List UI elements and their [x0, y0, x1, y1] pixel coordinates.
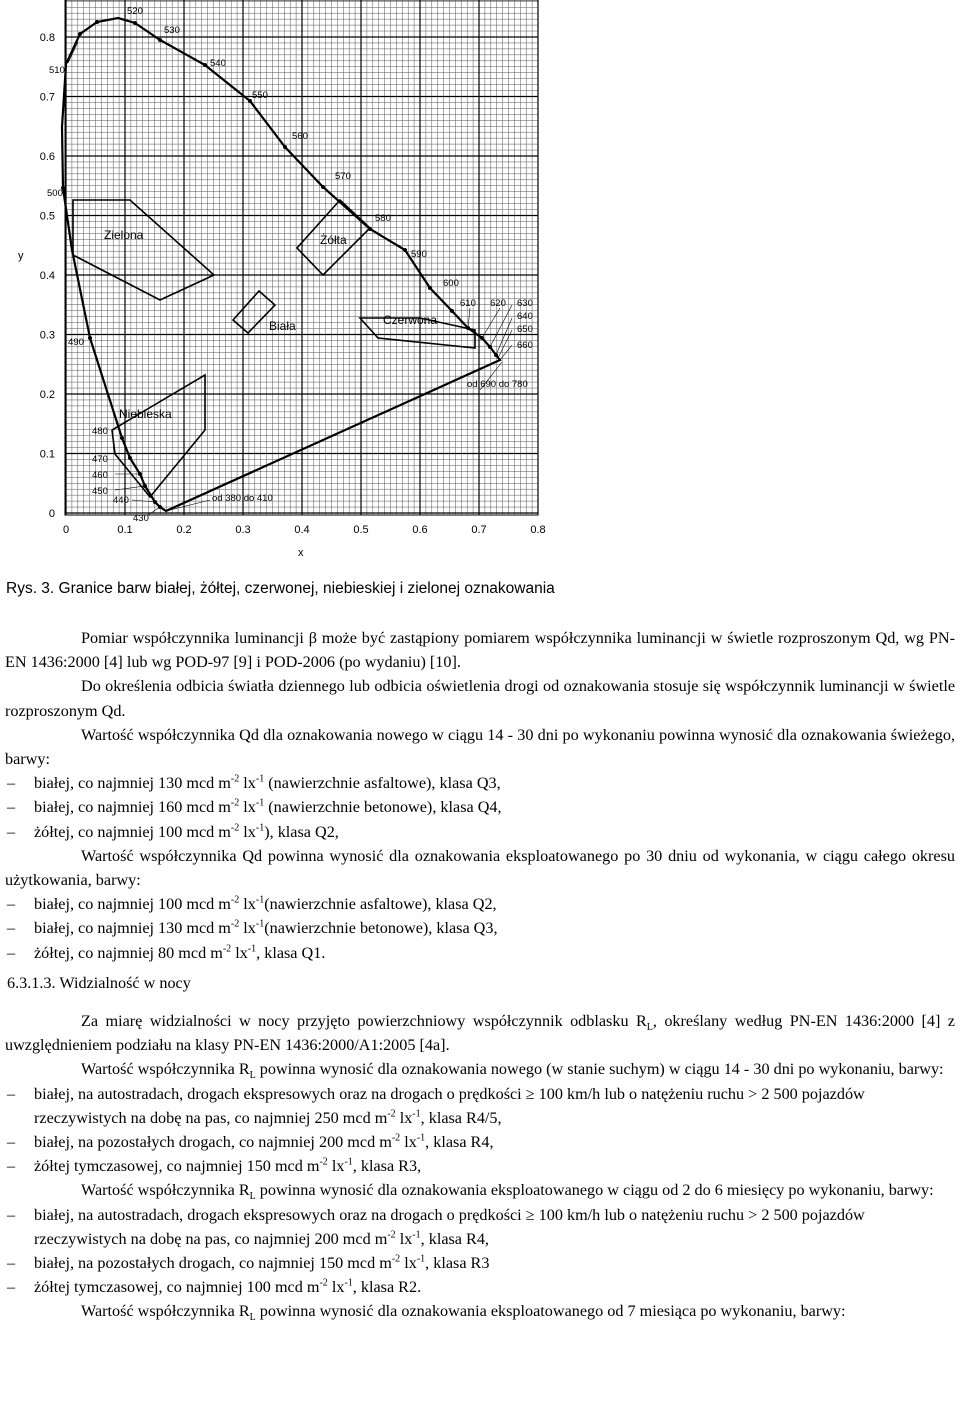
- label-red: Czerwona: [383, 313, 438, 327]
- paragraph: Wartość współczynnika Qd powinna wynosić dla oznakowania eksploatowanego po 30 dniu od wykonania, w ciągu całego okresu użytkowania, barwy:: [5, 846, 955, 890]
- label-white: Biała: [269, 319, 296, 333]
- x-tick-label: 0.5: [353, 524, 369, 536]
- y-tick-label: 0.7: [39, 91, 55, 104]
- list-item: – białej, na pozostałych drogach, co najmniej 150 mcd $m^{-2}$ $lx^{-1}$, klasa R3: [5, 1251, 955, 1275]
- wl-label: 660: [517, 340, 533, 351]
- x-tick-label: 0.8: [530, 524, 546, 536]
- wl-label: 500: [47, 188, 63, 199]
- x-axis-label: x: [298, 547, 304, 559]
- x-tick-label: 0.1: [117, 524, 133, 536]
- wl-label: 540: [210, 58, 226, 69]
- y-tick-label: 0.4: [39, 270, 55, 282]
- y-tick-label: 0.6: [39, 151, 55, 163]
- list-item: – żółtej, co najmniej 80 mcd $m^{-2}$ $lx^{-1}$, klasa Q1.: [5, 941, 955, 965]
- wl-label: 570: [335, 171, 351, 182]
- section-heading: 6.3.1.3. Widzialność w nocy: [7, 973, 191, 992]
- wl-label: 560: [292, 131, 308, 142]
- list-item: – żółtej, co najmniej 100 mcd $m^{-2}$ $lx^{-1}$), klasa Q2,: [5, 820, 955, 844]
- figure-caption: Rys. 3. Granice barw białej, żółtej, czerwonej, niebieskiej i zielonej oznakowania: [6, 580, 555, 597]
- label-yellow: Żółta: [320, 233, 347, 247]
- chromaticity-diagram: [0, 0, 960, 570]
- y-axis-label: y: [18, 250, 24, 262]
- label-green: Zielona: [104, 228, 144, 242]
- wl-label: 600: [443, 278, 459, 289]
- document-body: [5, 626, 955, 1324]
- y-tick-label: 0.2: [39, 389, 55, 401]
- list-item: – żółtej tymczasowej, co najmniej 150 mcd $m^{-2}$ $lx^{-1}$, klasa R3,: [5, 1154, 955, 1178]
- wl-label: 650: [517, 324, 533, 335]
- list-item: – białej, na autostradach, drogach ekspresowych oraz na drogach o prędkości ≥ 100 km/h lub o natężeniu ruchu > 2 500 pojazdów rzeczywistych na dobę na pas, co najmniej 200 mcd $m^{-2}$ $lx^{-1}$, klasa R4,: [5, 1203, 955, 1251]
- paragraph: Za miarę widzialności w nocy przyjęto powierzchniowy współczynnik odblasku $R_L$, określany według PN-EN 1436:2000 [4] z uwzględnieniem podziału na klasy PN-EN 1436:2000/A1:2005 [4a].: [5, 1012, 955, 1055]
- wl-label: 430: [133, 513, 149, 524]
- wl-label: 440: [113, 495, 129, 506]
- paragraph: Pomiar współczynnika luminancji β może być zastąpiony pomiarem współczynnika luminancji w świetle rozproszonym Qd, wg PN-EN 1436:2000 [4] lub wg POD-97 [9] i POD-2006 (po wydaniu) [10].: [5, 629, 955, 672]
- list-item: – białej, co najmniej 130 mcd $m^{-2}$ $lx^{-1}$ (nawierzchnie asfaltowe), klasa Q3,: [5, 771, 955, 795]
- list-item: – białej, co najmniej 100 mcd $m^{-2}$ $lx^{-1}(nawierzchnie$ asfaltowe), klasa Q2,: [5, 892, 955, 916]
- list-item: – białej, co najmniej 160 mcd $m^{-2}$ $lx^{-1}$ (nawierzchnie betonowe), klasa Q4,: [5, 795, 955, 819]
- cie-chromaticity-figure: [0, 0, 960, 570]
- wl-label: 480: [92, 426, 108, 437]
- label-blue: Niebieska: [119, 407, 172, 421]
- x-tick-label: 0.2: [176, 524, 192, 536]
- paragraph: Wartość współczynnika $R_L$ powinna wynosić dla oznakowania eksploatowanego od 7 miesiąca po wykonaniu, barwy:: [81, 1302, 846, 1324]
- paragraph: Wartość współczynnika $R_L$ powinna wynosić dla oznakowania nowego (w stanie suchym) w ciągu 14 - 30 dni po wykonaniu, barwy:: [81, 1060, 944, 1082]
- list-item: – białej, na pozostałych drogach, co najmniej 200 mcd $m^{-2}$ $lx^{-1}$, klasa R4,: [5, 1130, 955, 1154]
- wl-label: 530: [164, 25, 180, 36]
- x-tick-label: 0.7: [471, 524, 487, 536]
- wl-label: 470: [92, 454, 108, 465]
- y-tick-label: 0.1: [39, 448, 55, 461]
- y-tick-label: 0.8: [39, 32, 55, 44]
- x-tick-label: 0.6: [412, 524, 428, 536]
- x-tick-label: 0.4: [294, 524, 310, 536]
- wl-label: 450: [92, 486, 108, 497]
- wl-label: 590: [411, 249, 427, 260]
- list-item: – białej, co najmniej 130 mcd $m^{-2}$ $lx^{-1}(nawierzchnie$ betonowe), klasa Q3,: [5, 916, 955, 940]
- y-tick-label: 0: [48, 508, 55, 520]
- wl-label: 610: [460, 298, 476, 309]
- paragraph: Wartość współczynnika Qd dla oznakowania nowego w ciągu 14 - 30 dni po wykonaniu powinna wynosić dla oznakowania świeżego, barwy:: [5, 725, 955, 769]
- x-tick-label: 0: [62, 524, 70, 536]
- wl-label: od 380 do 410: [212, 493, 273, 504]
- wl-label: od 690 do 780: [467, 379, 528, 390]
- list-item: – białej, na autostradach, drogach ekspresowych oraz na drogach o prędkości ≥ 100 km/h lub o natężeniu ruchu > 2 500 pojazdów rzeczywistych na dobę na pas, co najmniej 250 mcd $m^{-2}$ $lx^{-1}$, klasa R4/5,: [5, 1082, 955, 1130]
- wl-label: 640: [517, 311, 533, 322]
- paragraph: Do określenia odbicia światła dziennego lub odbicia oświetlenia drogi od oznakowania stosuje się współczynnik luminancji w świetle rozproszonym Qd.: [5, 677, 955, 720]
- paragraph: Wartość współczynnika $R_L$ powinna wynosić dla oznakowania eksploatowanego w ciągu od 2 do 6 miesięcy po wykonaniu, barwy:: [81, 1181, 934, 1203]
- y-tick-label: 0.3: [39, 329, 55, 342]
- y-tick-label: 0.5: [39, 210, 55, 223]
- x-tick-label: 0.3: [235, 524, 251, 536]
- list-item: – żółtej tymczasowej, co najmniej 100 mcd $m^{-2}$ $lx^{-1}$, klasa R2.: [5, 1275, 955, 1299]
- wl-label: 510: [49, 65, 65, 76]
- wl-label: 490: [68, 337, 84, 348]
- wl-label: 620: [490, 298, 506, 309]
- wl-label: 520: [127, 6, 143, 17]
- wl-label: 630: [517, 298, 533, 309]
- wl-label: 460: [92, 470, 108, 481]
- wl-label: 580: [375, 213, 391, 224]
- wl-label: 550: [252, 90, 268, 101]
